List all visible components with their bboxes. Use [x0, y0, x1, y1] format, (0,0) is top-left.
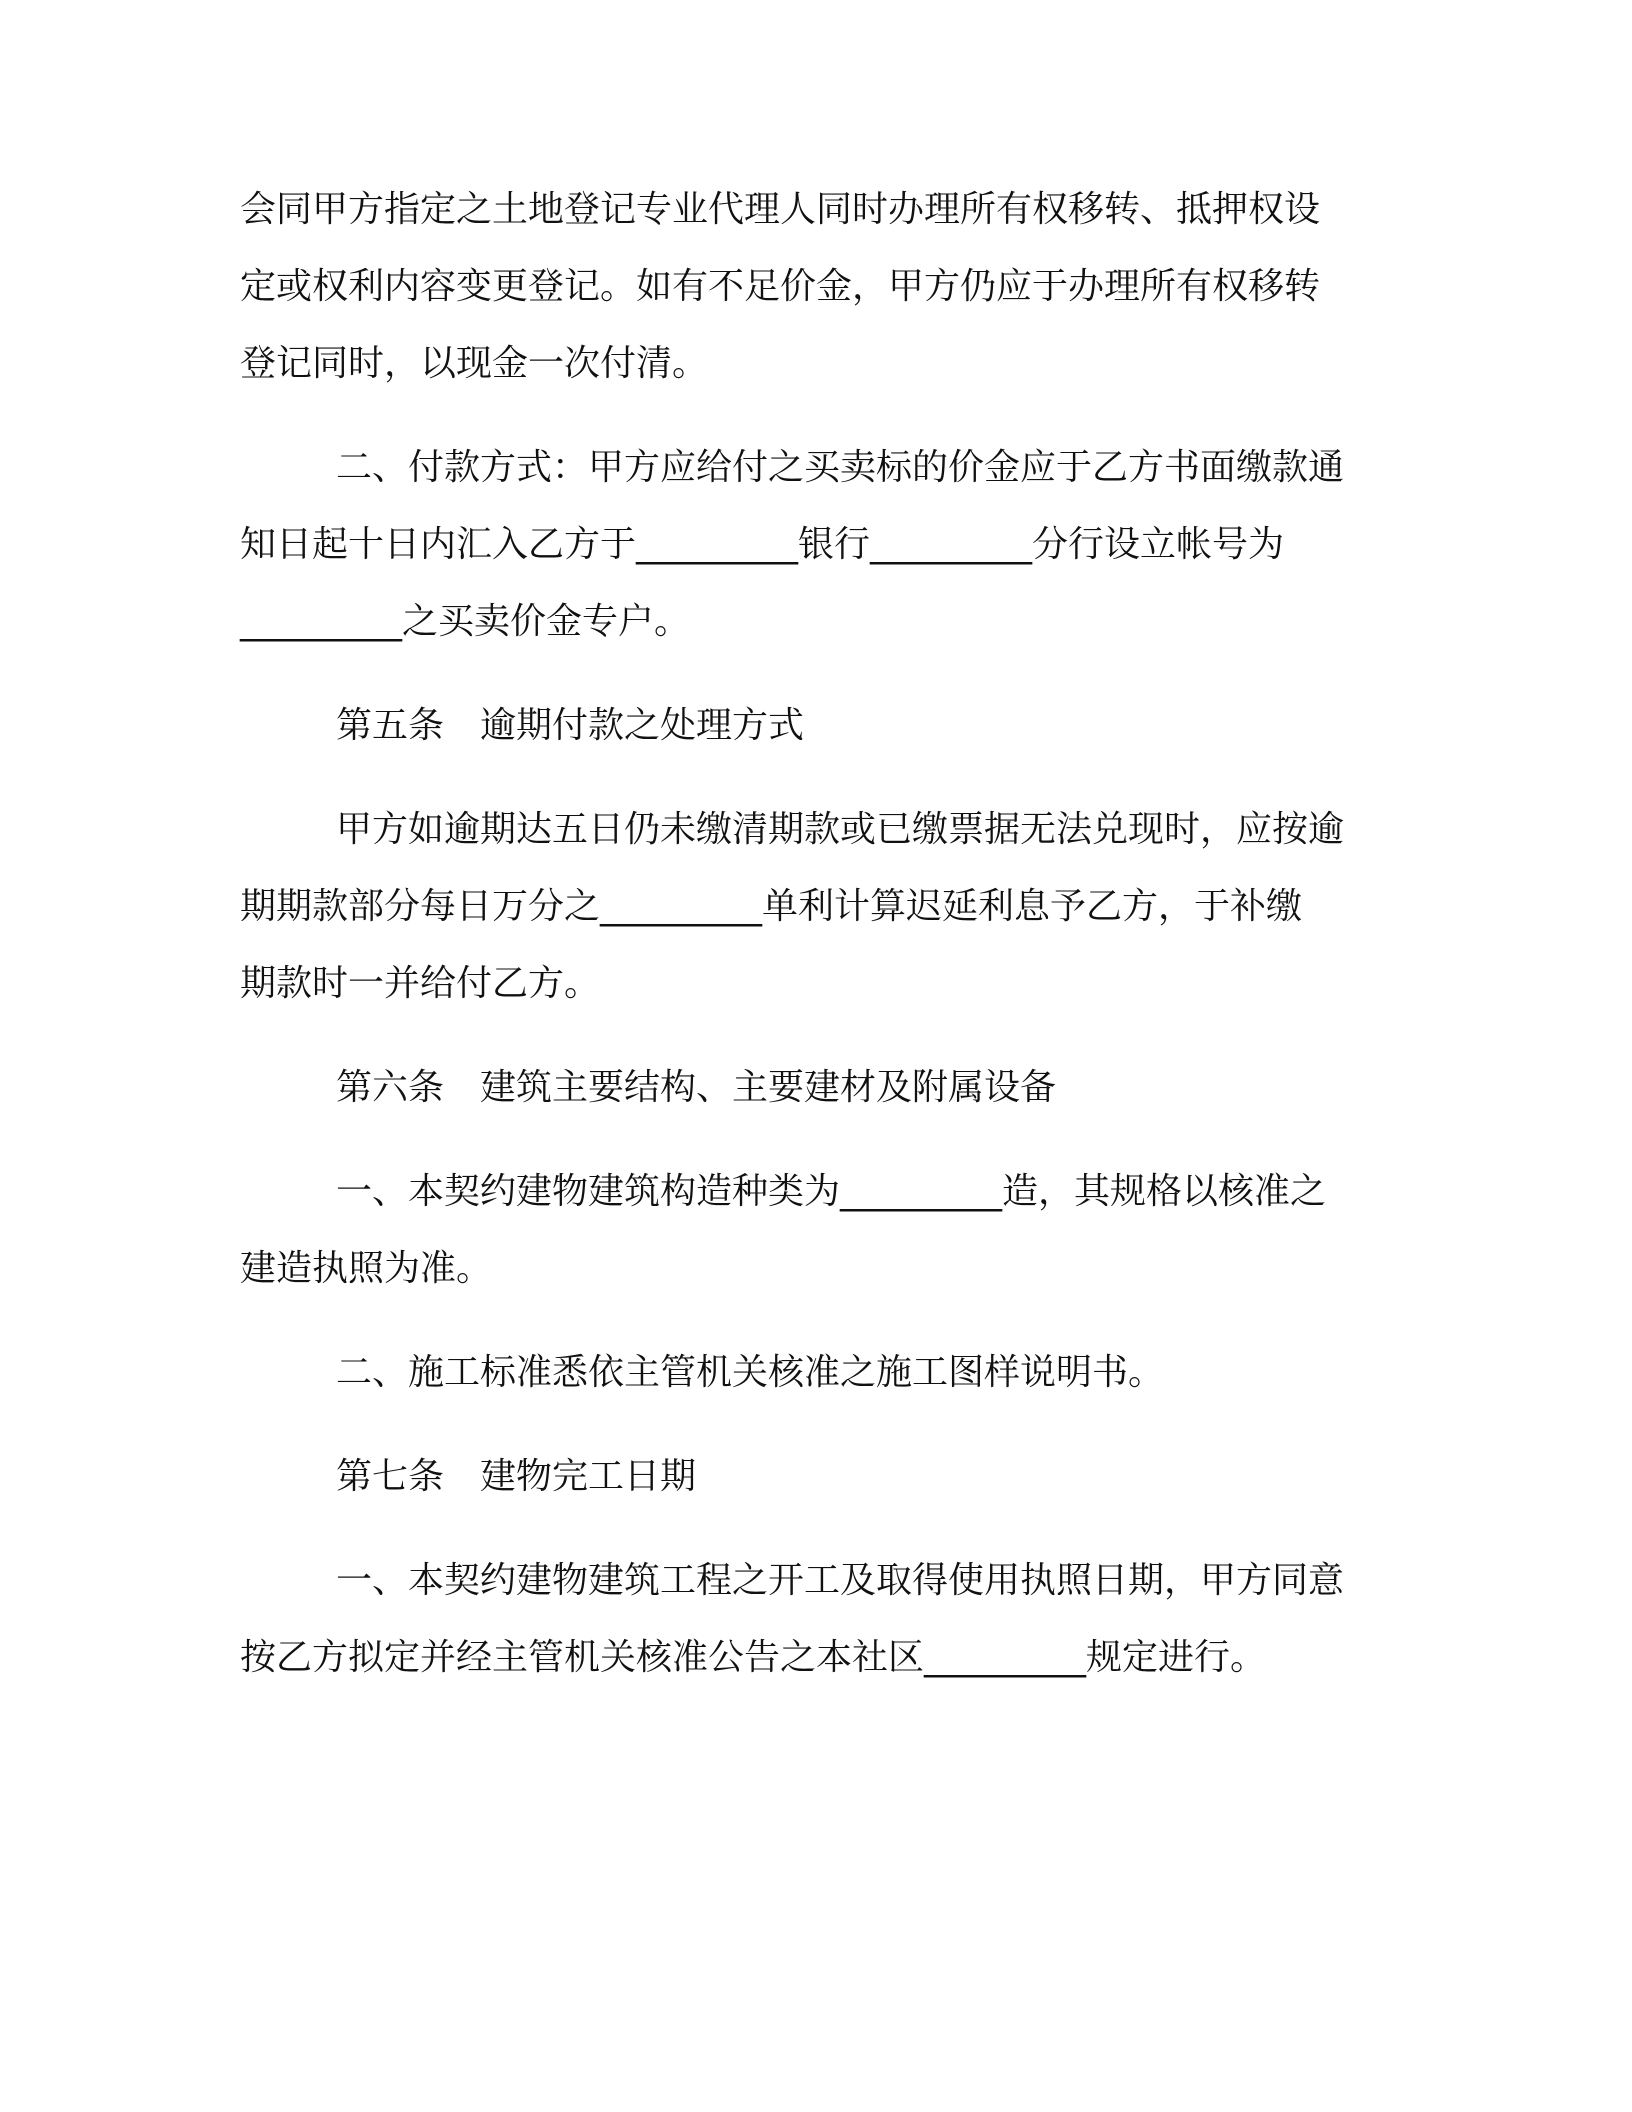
- paragraph-line: _________之买卖价金专户。: [240, 601, 691, 642]
- article-number: 第五条: [336, 705, 445, 746]
- paragraph-line: 登记同时，以现金一次付清。: [240, 343, 709, 384]
- paragraph-line: 二、付款方式：甲方应给付之买卖标的价金应于乙方书面缴款通: [336, 447, 1345, 488]
- paragraph-line: 一、本契约建物建筑构造种类为_________造，其规格以核准之: [336, 1171, 1327, 1212]
- article-number: 第六条: [336, 1067, 445, 1108]
- paragraph-line: 甲方如逾期达五日仍未缴清期款或已缴票据无法兑现时，应按逾: [336, 809, 1345, 850]
- article-heading-6: [240, 1062, 1380, 1114]
- article-title: 逾期付款之处理方式: [480, 705, 805, 746]
- paragraph-line: 会同甲方指定之土地登记专业代理人同时办理所有权移转、抵押权设: [240, 189, 1321, 230]
- article-heading-7: [240, 1451, 1380, 1503]
- paragraph-line: 二、施工标准悉依主管机关核准之施工图样说明书。: [336, 1352, 1165, 1393]
- paragraph-line: 期款时一并给付乙方。: [240, 963, 601, 1004]
- paragraph-line: 一、本契约建物建筑工程之开工及取得使用执照日期，甲方同意: [336, 1560, 1345, 1601]
- article-number: 第七条: [336, 1456, 445, 1497]
- article-title: 建筑主要结构、主要建材及附属设备: [480, 1067, 1057, 1108]
- article-title: 建物完工日期: [480, 1456, 697, 1497]
- paragraph-line: 定或权利内容变更登记。如有不足价金，甲方仍应于办理所有权移转: [240, 266, 1321, 307]
- paragraph-line: 期期款部分每日万分之_________单利计算迟延利息予乙方，于补缴: [240, 886, 1303, 927]
- paragraph-line: 按乙方拟定并经主管机关核准公告之本社区_________规定进行。: [240, 1637, 1267, 1678]
- article-heading-5: [240, 700, 1380, 752]
- document-page: [240, 184, 1380, 1684]
- paragraph-line: 知日起十日内汇入乙方于_________银行_________分行设立帐号为: [240, 524, 1285, 565]
- paragraph-line: 建造执照为准。: [240, 1248, 493, 1289]
